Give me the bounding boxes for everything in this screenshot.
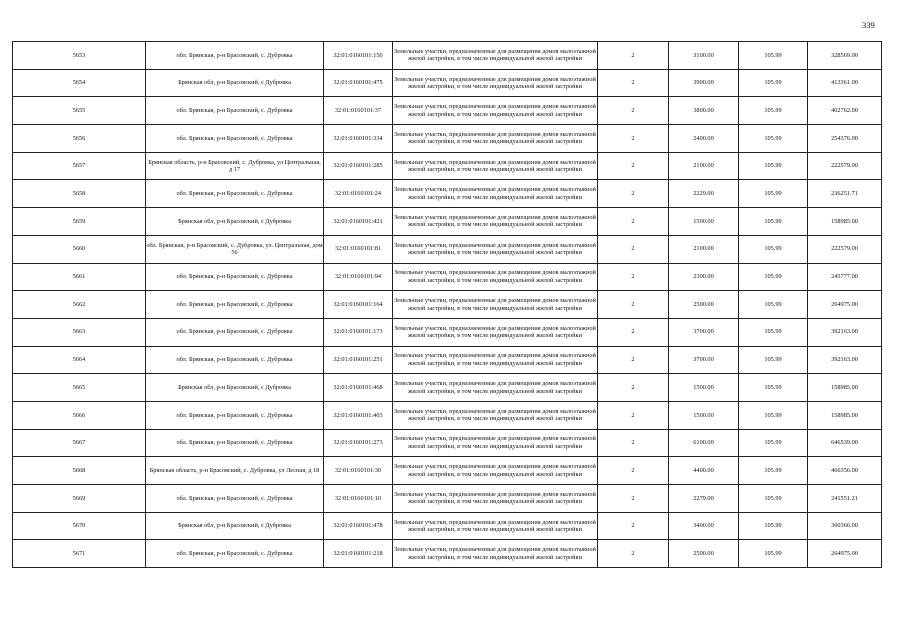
specific-value-cell: 105.99 bbox=[739, 540, 808, 568]
group-cell: 2 bbox=[598, 512, 669, 540]
row-number: 5664 bbox=[13, 346, 146, 374]
cadastral-number-cell: 32:01:0160101:468 bbox=[324, 374, 393, 402]
permitted-use-cell: Земельные участки, предназначенные для размещения домов малоэтажной жилой застройки, в том числе индивидуальной жилой застройки bbox=[393, 346, 598, 374]
cadastral-number-cell: 32:01:0160101:403 bbox=[324, 401, 393, 429]
cadastral-number-cell: 32:01:0160101:164 bbox=[324, 291, 393, 319]
area-cell: 2300.00 bbox=[669, 263, 739, 291]
address-cell: обл. Брянская, р-н Брасовский, с. Дубровка bbox=[146, 485, 324, 513]
cadastral-number-cell: 32:01:0160101:24 bbox=[324, 180, 393, 208]
area-cell: 1500.00 bbox=[669, 401, 739, 429]
table-row bbox=[13, 152, 882, 180]
cadastral-value-cell: 222579.00 bbox=[808, 235, 882, 263]
address-cell: обл. Брянская, р-н Брасовский, с. Дубровка bbox=[146, 429, 324, 457]
table-row bbox=[13, 97, 882, 125]
table-row bbox=[13, 540, 882, 568]
row-number: 5655 bbox=[13, 97, 146, 125]
cadastral-value-cell: 413361.00 bbox=[808, 69, 882, 97]
land-registry-table bbox=[12, 41, 882, 568]
permitted-use-cell: Земельные участки, предназначенные для размещения домов малоэтажной жилой застройки, в том числе индивидуальной жилой застройки bbox=[393, 180, 598, 208]
area-cell: 1500.00 bbox=[669, 374, 739, 402]
permitted-use-cell: Земельные участки, предназначенные для размещения домов малоэтажной жилой застройки, в том числе индивидуальной жилой застройки bbox=[393, 235, 598, 263]
table-row bbox=[13, 263, 882, 291]
area-cell: 2279.00 bbox=[669, 485, 739, 513]
address-cell: обл. Брянская, р-н Брасовский, с. Дубровка, ул. Центральная, дом 56 bbox=[146, 235, 324, 263]
group-cell: 2 bbox=[598, 318, 669, 346]
table-row bbox=[13, 429, 882, 457]
page-number: 339 bbox=[862, 20, 875, 30]
permitted-use-cell: Земельные участки, предназначенные для размещения домов малоэтажной жилой застройки, в том числе индивидуальной жилой застройки bbox=[393, 318, 598, 346]
table-body bbox=[13, 42, 882, 568]
group-cell: 2 bbox=[598, 401, 669, 429]
specific-value-cell: 105.99 bbox=[739, 180, 808, 208]
address-cell: обл. Брянская, р-н Брасовский, с. Дубровка bbox=[146, 180, 324, 208]
permitted-use-cell: Земельные участки, предназначенные для размещения домов малоэтажной жилой застройки, в том числе индивидуальной жилой застройки bbox=[393, 208, 598, 236]
row-number: 5669 bbox=[13, 485, 146, 513]
table-row bbox=[13, 125, 882, 153]
cadastral-number-cell: 32:01:0160101:81 bbox=[324, 235, 393, 263]
specific-value-cell: 105.99 bbox=[739, 346, 808, 374]
cadastral-number-cell: 32:01:0160101:94 bbox=[324, 263, 393, 291]
cadastral-value-cell: 158985.00 bbox=[808, 208, 882, 236]
cadastral-value-cell: 392163.00 bbox=[808, 318, 882, 346]
address-cell: обл. Брянская, р-н Брасовский, с. Дубровка bbox=[146, 291, 324, 319]
row-number: 5657 bbox=[13, 152, 146, 180]
table-row bbox=[13, 235, 882, 263]
cadastral-number-cell: 32:01:0160101:475 bbox=[324, 69, 393, 97]
cadastral-value-cell: 264975.00 bbox=[808, 540, 882, 568]
permitted-use-cell: Земельные участки, предназначенные для размещения домов малоэтажной жилой застройки, в том числе индивидуальной жилой застройки bbox=[393, 512, 598, 540]
group-cell: 2 bbox=[598, 485, 669, 513]
group-cell: 2 bbox=[598, 374, 669, 402]
cadastral-value-cell: 241551.21 bbox=[808, 485, 882, 513]
address-cell: обл. Брянская, р-н Брасовский, с. Дубровка bbox=[146, 97, 324, 125]
cadastral-value-cell: 254376.00 bbox=[808, 125, 882, 153]
address-cell: обл. Брянская, р-н Брасовский, с. Дубровка bbox=[146, 263, 324, 291]
address-cell: обл. Брянская, р-н Брасовский, с. Дубровка bbox=[146, 346, 324, 374]
specific-value-cell: 105.99 bbox=[739, 235, 808, 263]
address-cell: Брянская обл, р-н Брасовский, с Дубровка bbox=[146, 208, 324, 236]
address-cell: Брянская область, р-н Брасовский, с. Дубровка, ул Лесная, д 18 bbox=[146, 457, 324, 485]
table-row bbox=[13, 485, 882, 513]
group-cell: 2 bbox=[598, 429, 669, 457]
row-number: 5661 bbox=[13, 263, 146, 291]
permitted-use-cell: Земельные участки, предназначенные для размещения домов малоэтажной жилой застройки, в том числе индивидуальной жилой застройки bbox=[393, 125, 598, 153]
permitted-use-cell: Земельные участки, предназначенные для размещения домов малоэтажной жилой застройки, в том числе индивидуальной жилой застройки bbox=[393, 263, 598, 291]
table-row bbox=[13, 512, 882, 540]
cadastral-value-cell: 328569.00 bbox=[808, 42, 882, 70]
group-cell: 2 bbox=[598, 125, 669, 153]
address-cell: обл. Брянская, р-н Брасовский, с. Дубровка bbox=[146, 540, 324, 568]
group-cell: 2 bbox=[598, 346, 669, 374]
specific-value-cell: 105.99 bbox=[739, 97, 808, 125]
group-cell: 2 bbox=[598, 69, 669, 97]
group-cell: 2 bbox=[598, 42, 669, 70]
row-number: 5671 bbox=[13, 540, 146, 568]
area-cell: 2400.00 bbox=[669, 125, 739, 153]
cadastral-number-cell: 32:01:0160101:334 bbox=[324, 125, 393, 153]
group-cell: 2 bbox=[598, 235, 669, 263]
permitted-use-cell: Земельные участки, предназначенные для размещения домов малоэтажной жилой застройки, в том числе индивидуальной жилой застройки bbox=[393, 42, 598, 70]
address-cell: Брянская обл, р-н Брасовский, с Дубровка bbox=[146, 512, 324, 540]
area-cell: 3900.00 bbox=[669, 69, 739, 97]
cadastral-value-cell: 158985.00 bbox=[808, 374, 882, 402]
area-cell: 3100.00 bbox=[669, 42, 739, 70]
area-cell: 3700.00 bbox=[669, 346, 739, 374]
row-number: 5667 bbox=[13, 429, 146, 457]
permitted-use-cell: Земельные участки, предназначенные для размещения домов малоэтажной жилой застройки, в том числе индивидуальной жилой застройки bbox=[393, 291, 598, 319]
cadastral-value-cell: 392163.00 bbox=[808, 346, 882, 374]
address-cell: обл. Брянская, р-н Брасовский, с. Дубровка bbox=[146, 318, 324, 346]
area-cell: 3800.00 bbox=[669, 97, 739, 125]
cadastral-value-cell: 360366.00 bbox=[808, 512, 882, 540]
table-row bbox=[13, 180, 882, 208]
cadastral-number-cell: 32:01:0160101:150 bbox=[324, 42, 393, 70]
cadastral-value-cell: 402762.00 bbox=[808, 97, 882, 125]
specific-value-cell: 105.99 bbox=[739, 485, 808, 513]
permitted-use-cell: Земельные участки, предназначенные для размещения домов малоэтажной жилой застройки, в том числе индивидуальной жилой застройки bbox=[393, 457, 598, 485]
cadastral-value-cell: 243777.00 bbox=[808, 263, 882, 291]
row-number: 5653 bbox=[13, 42, 146, 70]
group-cell: 2 bbox=[598, 457, 669, 485]
permitted-use-cell: Земельные участки, предназначенные для размещения домов малоэтажной жилой застройки, в том числе индивидуальной жилой застройки bbox=[393, 485, 598, 513]
cadastral-number-cell: 32:01:0160101:30 bbox=[324, 457, 393, 485]
row-number: 5665 bbox=[13, 374, 146, 402]
row-number: 5668 bbox=[13, 457, 146, 485]
group-cell: 2 bbox=[598, 152, 669, 180]
address-cell: обл. Брянская, р-н Брасовский, с. Дубровка bbox=[146, 42, 324, 70]
area-cell: 2100.00 bbox=[669, 152, 739, 180]
table-row bbox=[13, 401, 882, 429]
specific-value-cell: 105.99 bbox=[739, 208, 808, 236]
specific-value-cell: 105.99 bbox=[739, 42, 808, 70]
row-number: 5659 bbox=[13, 208, 146, 236]
area-cell: 6100.00 bbox=[669, 429, 739, 457]
row-number: 5658 bbox=[13, 180, 146, 208]
table-row bbox=[13, 291, 882, 319]
row-number: 5663 bbox=[13, 318, 146, 346]
cadastral-value-cell: 646539.00 bbox=[808, 429, 882, 457]
permitted-use-cell: Земельные участки, предназначенные для размещения домов малоэтажной жилой застройки, в том числе индивидуальной жилой застройки bbox=[393, 401, 598, 429]
cadastral-number-cell: 32:01:0160101:273 bbox=[324, 429, 393, 457]
row-number: 5654 bbox=[13, 69, 146, 97]
address-cell: обл. Брянская, р-н Брасовский, с. Дубровка bbox=[146, 125, 324, 153]
specific-value-cell: 105.99 bbox=[739, 125, 808, 153]
cadastral-number-cell: 32:01:0160101:173 bbox=[324, 318, 393, 346]
specific-value-cell: 105.99 bbox=[739, 512, 808, 540]
specific-value-cell: 105.99 bbox=[739, 263, 808, 291]
group-cell: 2 bbox=[598, 540, 669, 568]
area-cell: 4400.00 bbox=[669, 457, 739, 485]
specific-value-cell: 105.99 bbox=[739, 291, 808, 319]
table-row bbox=[13, 42, 882, 70]
cadastral-number-cell: 32:01:0160101:10 bbox=[324, 485, 393, 513]
permitted-use-cell: Земельные участки, предназначенные для размещения домов малоэтажной жилой застройки, в том числе индивидуальной жилой застройки bbox=[393, 540, 598, 568]
specific-value-cell: 105.99 bbox=[739, 69, 808, 97]
table-row bbox=[13, 208, 882, 236]
specific-value-cell: 105.99 bbox=[739, 429, 808, 457]
cadastral-number-cell: 32:01:0160101:421 bbox=[324, 208, 393, 236]
permitted-use-cell: Земельные участки, предназначенные для размещения домов малоэтажной жилой застройки, в том числе индивидуальной жилой застройки bbox=[393, 97, 598, 125]
area-cell: 1500.00 bbox=[669, 208, 739, 236]
area-cell: 2100.00 bbox=[669, 235, 739, 263]
cadastral-number-cell: 32:01:0160101:37 bbox=[324, 97, 393, 125]
group-cell: 2 bbox=[598, 291, 669, 319]
cadastral-number-cell: 32:01:0160101:285 bbox=[324, 152, 393, 180]
cadastral-number-cell: 32:01:0160101:251 bbox=[324, 346, 393, 374]
row-number: 5662 bbox=[13, 291, 146, 319]
table-row bbox=[13, 69, 882, 97]
specific-value-cell: 105.99 bbox=[739, 401, 808, 429]
permitted-use-cell: Земельные участки, предназначенные для размещения домов малоэтажной жилой застройки, в том числе индивидуальной жилой застройки bbox=[393, 374, 598, 402]
permitted-use-cell: Земельные участки, предназначенные для размещения домов малоэтажной жилой застройки, в том числе индивидуальной жилой застройки bbox=[393, 69, 598, 97]
cadastral-number-cell: 32:01:0160101:478 bbox=[324, 512, 393, 540]
address-cell: обл. Брянская, р-н Брасовский, с. Дубровка bbox=[146, 401, 324, 429]
group-cell: 2 bbox=[598, 97, 669, 125]
area-cell: 2500.00 bbox=[669, 540, 739, 568]
permitted-use-cell: Земельные участки, предназначенные для размещения домов малоэтажной жилой застройки, в том числе индивидуальной жилой застройки bbox=[393, 429, 598, 457]
group-cell: 2 bbox=[598, 180, 669, 208]
address-cell: Брянская обл, р-н Брасовский, с Дубровка bbox=[146, 69, 324, 97]
cadastral-value-cell: 236251.71 bbox=[808, 180, 882, 208]
area-cell: 3400.00 bbox=[669, 512, 739, 540]
cadastral-value-cell: 466356.00 bbox=[808, 457, 882, 485]
table-row bbox=[13, 374, 882, 402]
cadastral-value-cell: 264975.00 bbox=[808, 291, 882, 319]
area-cell: 3700.00 bbox=[669, 318, 739, 346]
address-cell: Брянская область, р-н Брасовский, с. Дубровка, ул Центральная, д 17 bbox=[146, 152, 324, 180]
group-cell: 2 bbox=[598, 263, 669, 291]
area-cell: 2500.00 bbox=[669, 291, 739, 319]
specific-value-cell: 105.99 bbox=[739, 318, 808, 346]
address-cell: Брянская обл, р-н Брасовский, с Дубровка bbox=[146, 374, 324, 402]
area-cell: 2229.00 bbox=[669, 180, 739, 208]
cadastral-number-cell: 32:01:0160101:218 bbox=[324, 540, 393, 568]
row-number: 5660 bbox=[13, 235, 146, 263]
table-row bbox=[13, 457, 882, 485]
permitted-use-cell: Земельные участки, предназначенные для размещения домов малоэтажной жилой застройки, в том числе индивидуальной жилой застройки bbox=[393, 152, 598, 180]
specific-value-cell: 105.99 bbox=[739, 374, 808, 402]
row-number: 5656 bbox=[13, 125, 146, 153]
cadastral-value-cell: 222579.00 bbox=[808, 152, 882, 180]
specific-value-cell: 105.99 bbox=[739, 457, 808, 485]
table-row bbox=[13, 318, 882, 346]
row-number: 5666 bbox=[13, 401, 146, 429]
table-row bbox=[13, 346, 882, 374]
cadastral-value-cell: 158985.00 bbox=[808, 401, 882, 429]
group-cell: 2 bbox=[598, 208, 669, 236]
row-number: 5670 bbox=[13, 512, 146, 540]
specific-value-cell: 105.99 bbox=[739, 152, 808, 180]
